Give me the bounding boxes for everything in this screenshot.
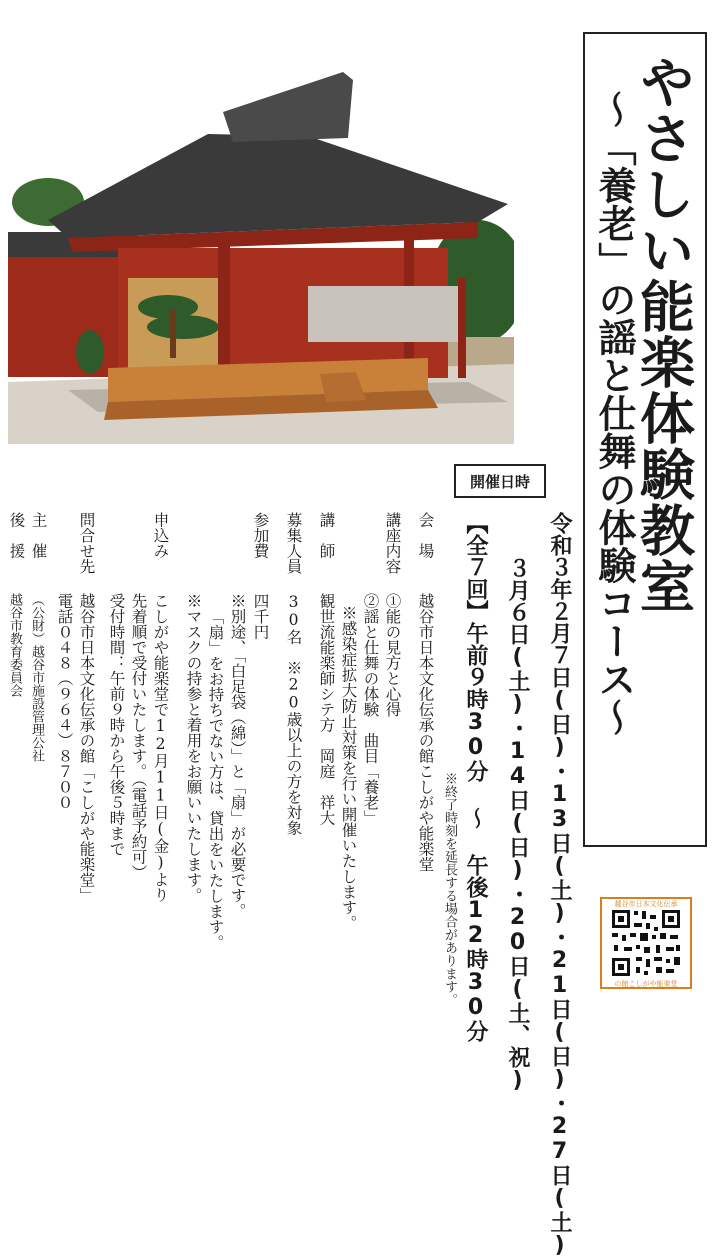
fee-label: 参加費 — [251, 512, 270, 559]
schedule-badge: 開催日時 — [454, 464, 546, 498]
support-value: 越谷市教育委員会 — [7, 593, 22, 697]
capacity-label: 募集人員 — [284, 512, 303, 574]
page-title: やさしい能楽体験教室 — [631, 54, 696, 614]
content-item-1: ①能の見方と心得 — [383, 593, 402, 717]
contact-line-1: 越谷市日本文化伝承の館「こしがや能楽堂」 — [77, 593, 96, 903]
title-box — [583, 32, 707, 847]
apply-line-3: 受付時間：午前９時から午後５時まで — [107, 593, 126, 857]
contact-line-2: 電話０４８（９６４）８７００ — [55, 593, 74, 810]
fee-note-1: ※別途、「白足袋（綿）」と「扇」が必要です。 — [228, 593, 247, 919]
apply-line-1: こしがや能楽堂で12月11日(金)より — [151, 593, 170, 903]
content-label: 講座内容 — [383, 512, 402, 574]
apply-line-2: 先着順で受付いたします。（電話予約可） — [129, 593, 148, 880]
contact-label: 問合せ先 — [77, 512, 96, 574]
date-line-2: ３月６日(土)・14日(日)・20日(土、祝) — [505, 557, 530, 1093]
time-note: ※終了時刻を延長する場合があります。 — [442, 772, 457, 1006]
instructor-value: 観世流能楽師シテ方 岡庭 祥大 — [317, 593, 336, 826]
venue-value: 越谷市日本文化伝承の館こしがや能楽堂 — [416, 593, 435, 872]
organizer-value: （公財）越谷市施設管理公社 — [29, 593, 44, 762]
date-line-1: 令和３年２月７日(日)・13日(土)・21日(日)・27日(土) — [547, 512, 572, 1258]
fee-note-2: 「扇」をお持ちでない方は、貸出をいたします。 — [206, 609, 225, 950]
noh-stage-photo — [8, 52, 514, 444]
page-subtitle: ～「養老」の謡と仕舞の体験コース～ — [592, 90, 637, 736]
instructor-label: 講 師 — [317, 512, 336, 559]
time-line: 【全７回】午前９時30分 ～ 午後12時30分 — [463, 512, 488, 1042]
venue-label: 会 場 — [416, 512, 435, 559]
content-item-2: ②謡と仕舞の体験 曲目「養老」 — [361, 593, 380, 826]
qr-code[interactable] — [600, 897, 692, 989]
content-note: ※感染症拡大防止対策を行い開催いたします。 — [339, 605, 358, 931]
capacity-value: 30名 ※20歳以上の方を対象 — [284, 593, 303, 836]
apply-label: 申込み — [151, 512, 170, 559]
qr-caption-bottom: の館こしがや能楽堂 — [614, 980, 678, 988]
organizer-label: 主 催 — [29, 512, 48, 559]
fee-value: 四千円 — [251, 593, 270, 640]
support-label: 後 援 — [7, 512, 26, 559]
fee-note-3: ※マスクの持参と着用をお願いいたします。 — [184, 593, 203, 903]
qr-caption-top: 越谷市日本文化伝承 — [614, 900, 678, 908]
